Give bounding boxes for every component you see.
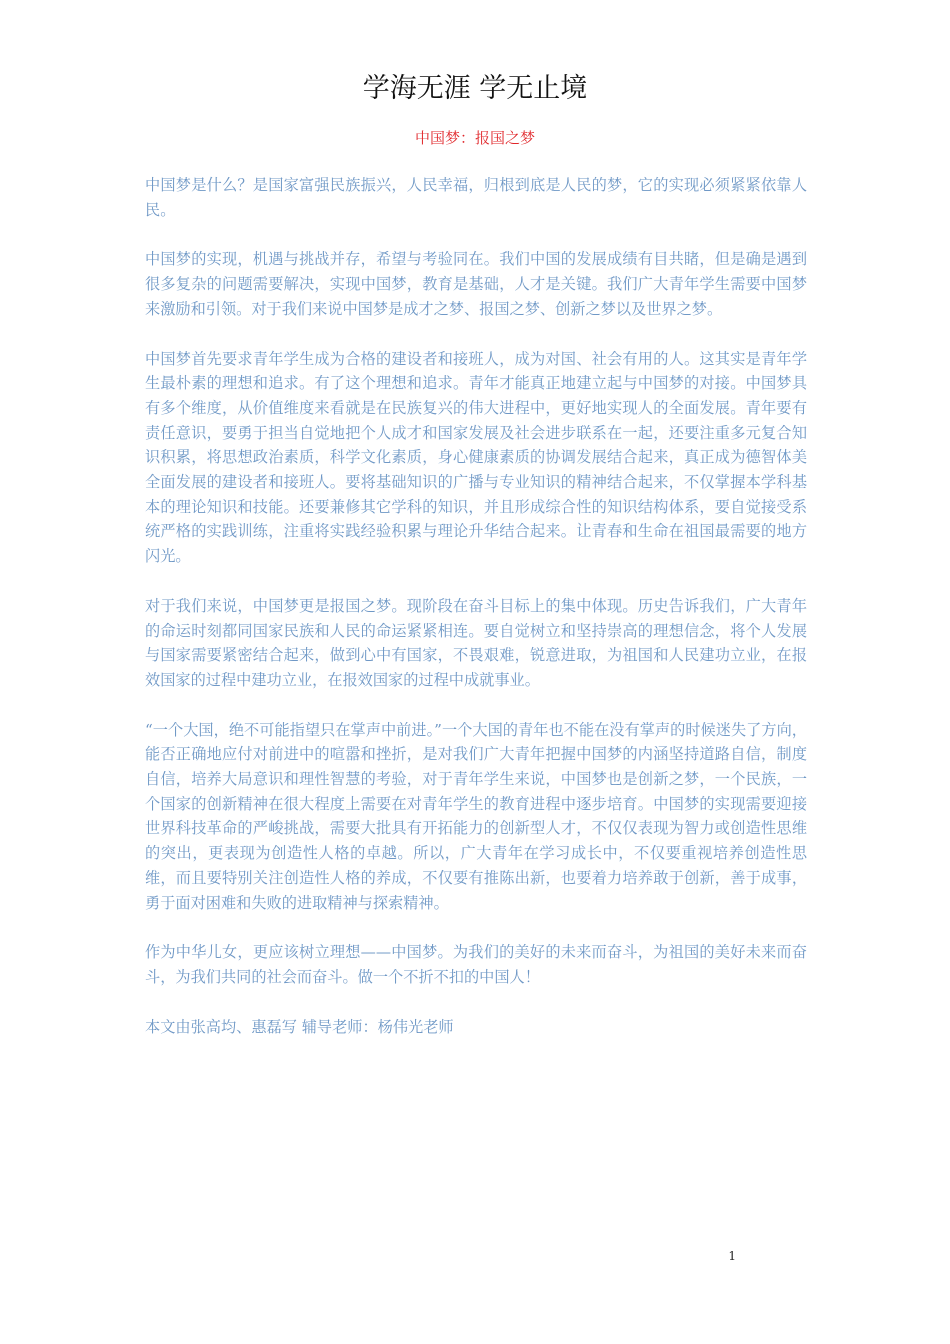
- paragraph-authors: 本文由张高均、惠磊写 辅导老师：杨伟光老师: [145, 1017, 454, 1036]
- paragraph-conclusion: 作为中华儿女，更应该树立理想——中国梦。为我们的美好的未来而奋斗，为祖国的美好未来而奋斗，为我们共同的社会而奋斗。做一个不折不扣的中国人！: [145, 943, 807, 986]
- page-number: 1: [728, 1249, 736, 1263]
- document-subtitle: 中国梦：报国之梦: [414, 129, 535, 147]
- paragraph-patriotic-dream: 对于我们来说，中国梦更是报国之梦。现阶段在奋斗目标上的集中体现。历史告诉我们，广大青年的命运时刻都同国家民族和人民的命运紧紧相连。要自觉树立和坚持崇高的理想信念，将个人发展与国家需要紧密结合起来，做到心中有国家，不畏艰难，锐意进取，为祖国和人民建功立业，在报效国家的过程中建功立业，在报效国家的过程中成就事业。: [145, 596, 807, 689]
- paragraph-intro: 中国梦是什么？是国家富强民族振兴，人民幸福，归根到底是人民的梦，它的实现必须紧紧依靠人民。: [145, 176, 807, 219]
- paragraph-talent-dream: 中国梦首先要求青年学生成为合格的建设者和接班人，成为对国、社会有用的人。这其实是青年学生最朴素的理想和追求。有了这个理想和追求。青年才能真正地建立起与中国梦的对接。中国梦具有多个维度，从价值维度来看就是在民族复兴的伟大进程中，更好地实现人的全面发展。青年要有责任意识，要勇于担当自觉地把个人成才和国家发展及社会进步联系在一起，还要注重多元复合知识积累，将思想政治素质，科学文化素质，身心健康素质的协调发展结合起来，真正成为德智体美全面发展的建设者和接班人。要将基础知识的广播与专业知识的精神结合起来，不仅掌握本学科基本的理论知识和技能。还要兼修其它学科的知识，并且形成综合性的知识结构体系，要自觉接受系统严格的实践训练，注重将实践经验积累与理论升华结合起来。让青春和生命在祖国最需要的地方闪光。: [145, 349, 807, 566]
- paragraph-innovation-dream: “一个大国，绝不可能指望只在掌声中前进。”一个大国的青年也不能在没有掌声的时候迷失了方向，能否正确地应付对前进中的喧嚣和挫折，是对我们广大青年把握中国梦的内涵坚持道路自信，制度自信，培养大局意识和理性智慧的考验，对于青年学生来说，中国梦也是创新之梦，一个民族，一个国家的创新精神在很大程度上需要在对青年学生的教育进程中逐步培育。中国梦的实现需要迎接世界科技革命的严峻挑战，需要大批具有开拓能力的创新型人才，不仅仅表现为智力或创造性思维的突出，更表现为创造性人格的卓越。所以，广大青年在学习成长中，不仅要重视培养创造性思维，而且要特别关注创造性人格的养成，不仅要有推陈出新，也要着力培养敢于创新，善于成事，勇于面对困难和失败的进取精神与探索精神。: [145, 720, 807, 912]
- paragraph-opportunity: 中国梦的实现，机遇与挑战并存，希望与考验同在。我们中国的发展成绩有目共睹，但是确是遇到很多复杂的问题需要解决，实现中国梦，教育是基础，人才是关键。我们广大青年学生需要中国梦来激励和引领。对于我们来说中国梦是成才之梦、报国之梦、创新之梦以及世界之梦。: [145, 250, 807, 318]
- document-body: [145, 173, 807, 1064]
- document-title: 学海无涯 学无止境: [362, 73, 588, 104]
